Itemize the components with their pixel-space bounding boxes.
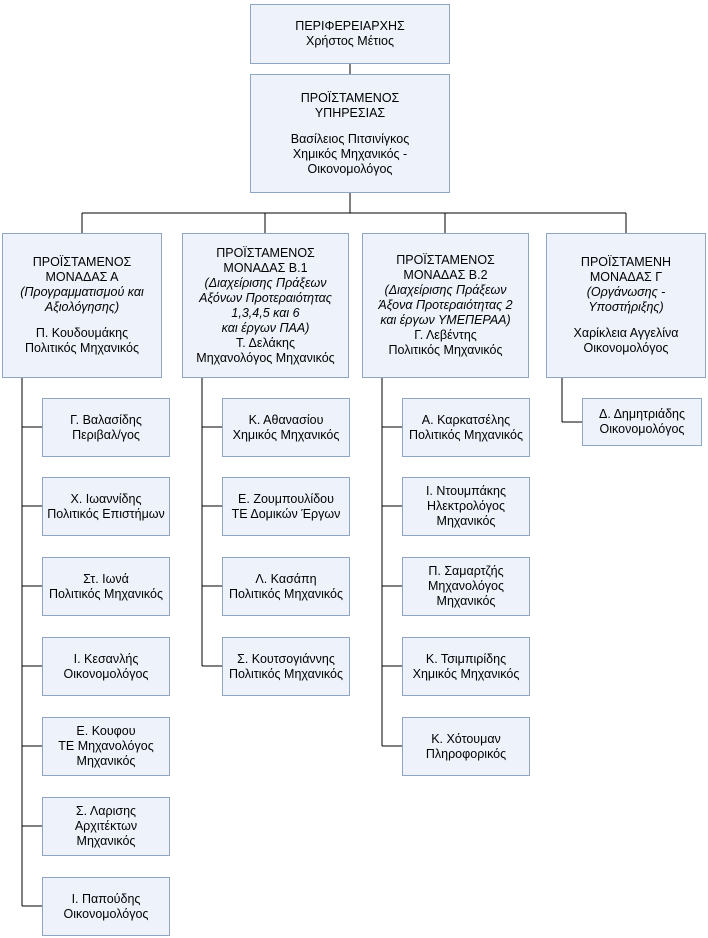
node-text-line: Περιβαλ/γος — [72, 427, 140, 442]
link-a-spine — [22, 378, 42, 906]
node-text-line: (Διαχείρισης Πράξεων — [384, 283, 507, 297]
node-text-line: Λ. Κασάπη — [255, 571, 317, 586]
node-text-line: Πολιτικός Μηχανικός — [25, 341, 139, 355]
node-text-line: Αρχιτέκτων — [74, 819, 138, 833]
node-text-line: Χημικός Μηχανικός - — [292, 146, 408, 161]
node-text-line: Κ. Αθανασίου — [248, 412, 324, 427]
node-text-line: Χημικός Μηχανικός — [412, 666, 520, 681]
node-text-line: ΠΕΡΙΦΕΡΕΙΑΡΧΗΣ — [295, 19, 405, 33]
link-g-spine — [562, 378, 582, 422]
node-text-line: Πολιτικός Μηχανικός — [229, 586, 343, 601]
node-text-line: Οικονομολόγος — [599, 422, 685, 436]
node-a-staff-1[interactable] — [42, 398, 170, 457]
node-text-line: Ε. Ζουμπουλίδου — [238, 491, 334, 506]
node-text-line: Πολιτικός Μηχανικός — [388, 343, 503, 357]
node-text-line: Πολιτικός Μηχανικός — [409, 427, 523, 442]
node-b2-staff-3[interactable] — [402, 557, 530, 616]
node-text-line: ΜΟΝΑΔΑΣ Γ — [589, 270, 663, 284]
node-text-line: Μηχανικός — [76, 834, 136, 848]
node-text-line: Αξόνων Προτεραιότητας — [199, 290, 332, 305]
node-text-line: Π. Κουδουμάκης — [35, 326, 129, 340]
node-a-staff-4[interactable] — [42, 637, 170, 696]
node-text-line: (Οργάνωσης - — [586, 285, 666, 299]
node-text-line: Ι. Κεσανλής — [73, 651, 139, 666]
node-text-line: Βασίλειος Πιτσινίγκος — [290, 131, 410, 146]
node-text-line: Π. Σαμαρτζής — [428, 564, 504, 578]
node-text-line: Γ. Βαλασίδης — [70, 412, 142, 427]
node-text-line: ΠΡΟΪΣΤΑΜΕΝΟΣ — [32, 255, 132, 269]
node-monada-b1[interactable] — [182, 233, 349, 378]
node-text-line: Ι. Παπούδης — [71, 891, 141, 906]
node-text-line: ΥΠΗΡΕΣΙΑΣ — [314, 105, 386, 120]
node-text-line: ΠΡΟΪΣΤΑΜΕΝΗ — [580, 255, 672, 269]
node-text-line: Πληροφορικός — [425, 746, 507, 761]
node-text-line: Χρήστος Μέτιος — [305, 34, 394, 48]
node-text-line: Τ. Δελάκης — [236, 335, 295, 350]
node-text-line: ΠΡΟΪΣΤΑΜΕΝΟΣ — [300, 90, 400, 105]
node-text-line: Χ. Ιωαννίδης — [70, 491, 142, 506]
node-text-line: Κ. Τσιμπιρίδης — [425, 651, 507, 666]
node-b2-staff-5[interactable] — [402, 717, 530, 776]
node-b2-staff-4[interactable] — [402, 637, 530, 696]
node-text-line: Κ. Χότουμαν — [431, 731, 501, 746]
node-text-line: Υποστήριξης) — [588, 300, 664, 314]
node-text-line: ΜΟΝΑΔΑΣ Β.2 — [403, 268, 488, 282]
node-text-line: Ι. Ντουμπάκης — [425, 484, 507, 498]
node-a-staff-6[interactable] — [42, 797, 170, 856]
node-text-line: ΤΕ Δομικών Έργων — [231, 506, 341, 521]
node-text-line: Άξονα Προτεραιότητας 2 — [378, 298, 513, 312]
node-g-staff-1[interactable] — [582, 398, 702, 446]
link-b1-spine — [202, 378, 222, 666]
node-text-line: Χαρίκλεια Αγγελίνα — [573, 326, 679, 340]
node-text-line: ΤΕ Μηχανολόγος — [58, 739, 154, 753]
node-text-line: Οικονομολόγος — [63, 666, 149, 681]
node-text-line: Στ. Ιωνά — [83, 571, 129, 586]
node-text-line: Μηχανολόγος Μηχανικός — [196, 350, 335, 365]
node-text-line: Δ. Δημητριάδης — [598, 407, 686, 421]
node-text-line: Μηχανολόγος — [427, 579, 505, 593]
node-text-line: και έργων ΥΜΕΠΕΡΑΑ) — [380, 313, 511, 327]
node-b1-staff-3[interactable] — [222, 557, 350, 616]
node-monada-g[interactable] — [546, 233, 706, 378]
node-text-line: Πολιτικός Μηχανικός — [229, 666, 343, 681]
node-text-line: Μηχανικός — [436, 594, 496, 608]
node-text-line: 1,3,4,5 και 6 — [231, 305, 300, 320]
node-text-line: Μηχανικός — [76, 754, 136, 768]
node-monada-b2[interactable] — [362, 233, 529, 378]
node-text-line: ΜΟΝΑΔΑΣ Α — [45, 270, 119, 284]
node-text-line: Σ. Κουτσογιάννης — [237, 651, 335, 666]
node-text-line: Αξιολόγησης) — [44, 300, 120, 314]
node-text-line: ΠΡΟΪΣΤΑΜΕΝΟΣ — [396, 253, 495, 267]
node-text-line: Σ. Λαρισης — [75, 804, 137, 818]
node-text-line: Α. Καρκατσέλης — [421, 412, 511, 427]
node-text-line: Οικονομολόγος — [307, 161, 393, 176]
node-text-line: Ε. Κουφου — [76, 724, 136, 738]
node-a-staff-2[interactable] — [42, 477, 170, 536]
node-b1-staff-4[interactable] — [222, 637, 350, 696]
node-a-staff-3[interactable] — [42, 557, 170, 616]
node-monada-a[interactable] — [2, 233, 162, 378]
node-text-line: Χημικός Μηχανικός — [232, 427, 340, 442]
node-text-line: (Διαχείρισης Πράξεων — [204, 275, 327, 290]
link-b2-spine — [382, 378, 402, 746]
node-text-line: Μηχανικός — [436, 514, 496, 528]
node-b1-staff-2[interactable] — [222, 477, 350, 536]
node-proistamenos-ypiresias[interactable] — [250, 74, 450, 193]
node-text-line: ΠΡΟΪΣΤΑΜΕΝΟΣ — [216, 245, 315, 260]
node-text-line: (Προγραμματισμού και — [20, 285, 144, 299]
node-text-line: και έργων ΠΑΑ) — [221, 320, 310, 335]
node-text-line: Γ. Λεβέντης — [414, 328, 477, 342]
node-perifereiarxis[interactable] — [250, 4, 450, 64]
node-text-line: Οικονομολόγος — [583, 341, 669, 355]
node-text-line: Ηλεκτρολόγος — [426, 499, 506, 513]
node-text-line: Πολιτικός Μηχανικός — [49, 586, 163, 601]
node-a-staff-7[interactable] — [42, 877, 170, 936]
node-text-line: ΜΟΝΑΔΑΣ Β.1 — [223, 260, 308, 275]
node-a-staff-5[interactable] — [42, 717, 170, 776]
node-b2-staff-2[interactable] — [402, 477, 530, 536]
node-text-line: Οικονομολόγος — [63, 906, 149, 921]
node-b1-staff-1[interactable] — [222, 398, 350, 457]
node-text-line: Πολιτικός Επιστήμων — [47, 506, 165, 521]
node-b2-staff-1[interactable] — [402, 398, 530, 457]
